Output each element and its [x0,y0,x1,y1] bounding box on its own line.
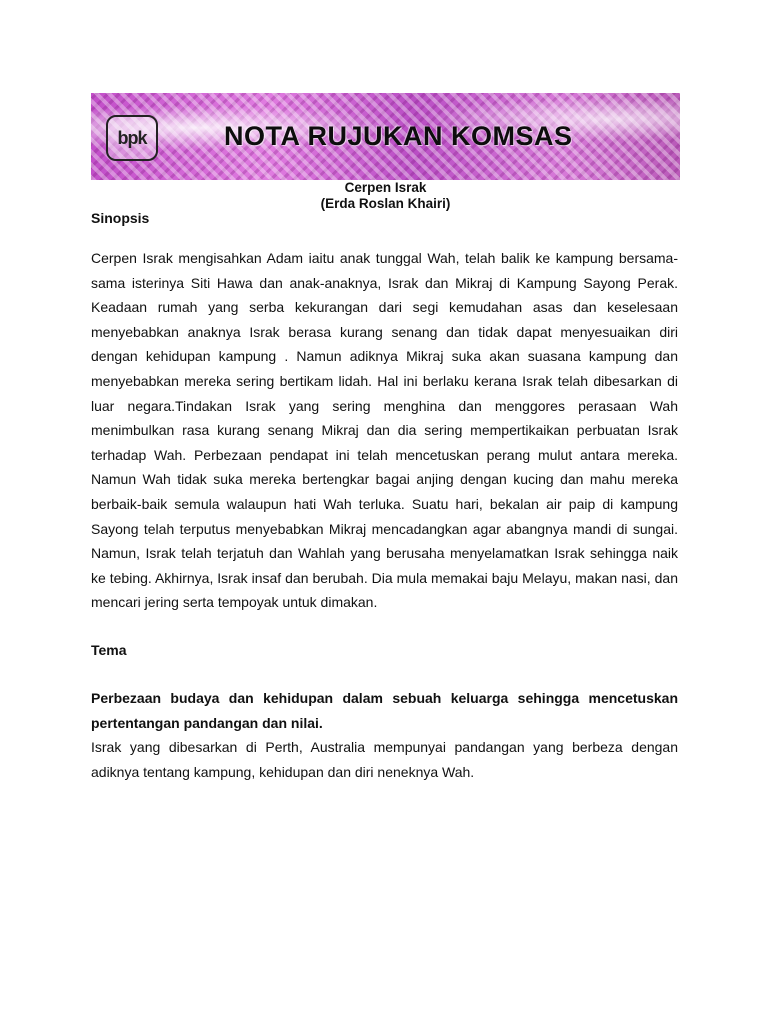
tema-statement: Perbezaan budaya dan kehidupan dalam sebuah keluarga sehingga mencetuskan pertentangan pandangan dan nilai. [91,690,678,731]
document-author: (Erda Roslan Khairi) [320,196,451,211]
banner-title: NOTA RUJUKAN KOMSAS [224,121,573,151]
document-title: Cerpen Israk [344,180,427,195]
tema-heading: Tema [91,642,127,658]
bpk-logo: bpk [106,115,158,161]
header-banner [91,93,680,180]
tema-paragraph: Israk yang dibesarkan di Perth, Australia mempunyai pandangan yang berbeza dengan adiknya tentang kampung, kehidupan dan diri neneknya Wah. [91,739,678,780]
sinopsis-heading: Sinopsis [91,210,150,226]
sinopsis-paragraph: Cerpen Israk mengisahkan Adam iaitu anak tunggal Wah, telah balik ke kampung bersama-sama isterinya Siti Hawa dan anak-anaknya, Israk dan Mikraj di Kampung Sayong Perak. Keadaan rumah yang serba kekurangan dari segi kemudahan asas dan keselesaan menyebabkan anaknya Israk berasa kurang senang dan tidak dapat menyesuaikan diri dengan kehidupan kampung . Namun adiknya Mikraj suka akan suasana kampung dan menyebabkan mereka sering bertikam lidah. Hal ini berlaku kerana Israk telah dibesarkan di luar negara.Tindakan Israk yang sering menghina dan menggores perasaan Wah menimbulkan rasa kurang senang Mikraj dan dia sering mempertikaikan perbuatan Israk terhadap Wah. Perbezaan pendapat ini telah mencetuskan perang mulut antara mereka. Namun Wah tidak suka mereka bertengkar bagai anjing dengan kucing dan mahu mereka berbaik-baik semula walaupun hati Wah terluka. Suatu hari, bekalan air paip di kampung Sayong telah terputus menyebabkan Mikraj mencadangkan agar abangnya mandi di sungai. Namun, Israk telah terjatuh dan Wahlah yang berusaha menyelamatkan Israk sehingga naik ke tebing. Akhirnya, Israk insaf dan berubah. Dia mula memakai baju Melayu, makan nasi, dan mencari jering serta tempoyak untuk dimakan. [91,250,678,611]
